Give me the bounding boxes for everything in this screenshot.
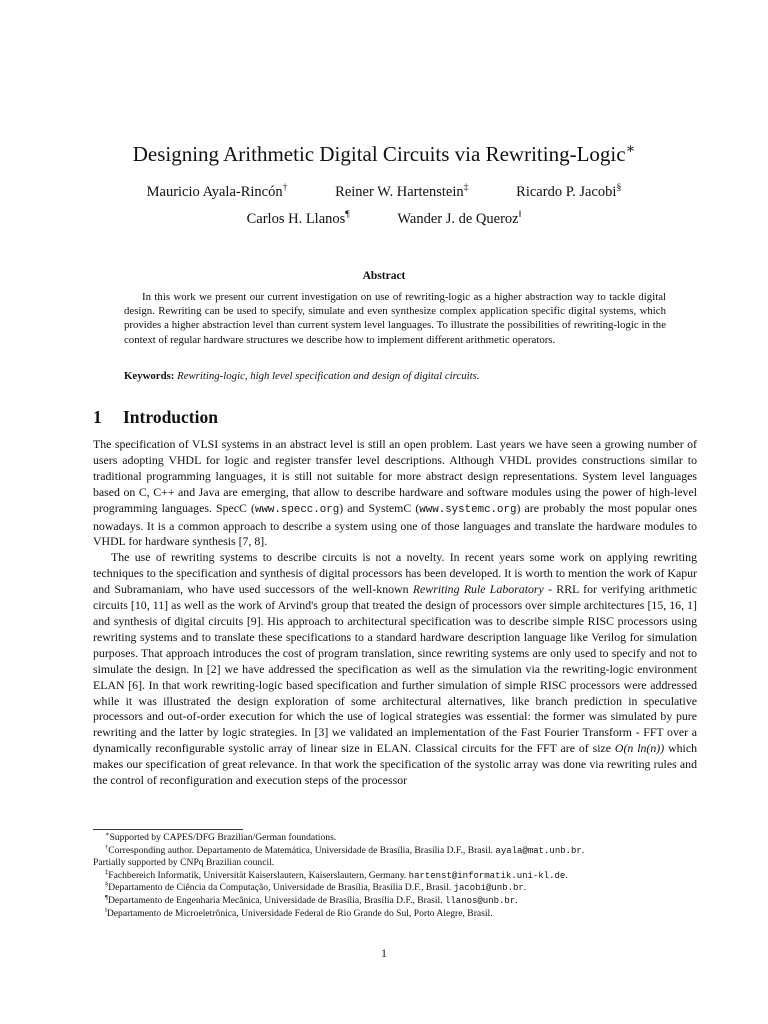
footnote-mark: † bbox=[105, 843, 109, 851]
author bbox=[247, 209, 350, 229]
abstract-heading: Abstract bbox=[362, 270, 406, 282]
footnote-text: Corresponding author. Departamento de Matemática, Universidade de Brasília, Brasília D.F., Brasil. bbox=[108, 844, 496, 856]
footnote-text: Supported by CAPES/DFG Brazilian/German foundations. bbox=[109, 832, 337, 843]
paragraph bbox=[93, 550, 697, 789]
keywords bbox=[124, 369, 666, 383]
footnote-email: llanos@unb.br bbox=[445, 895, 516, 906]
authors-row-1 bbox=[0, 182, 768, 202]
text-run: The specification of VLSI systems in an abstract level is still an open problem. Last years we have seen a growing number of users adopting VHDL for logic and register transfer level descriptions. Although VHDL provides constructions similar to traditional programming languages, it is still not suitable for more abstract design representations. System level languages based on C, C++ and Java are emerging, that allow to describe hardware and software modules using the power of high-level programming languages. SpecC ( bbox=[93, 437, 697, 515]
footnote-punct: . bbox=[523, 882, 527, 894]
text-run: The use of rewriting systems to describe circuits is not a novelty. In recent years some work on applying rewriting techniques to the specification and synthesis of digital processors has been developed. It is worth to mention the work of Kapur and Subramaniam, who have used successors of the well-known bbox=[93, 550, 697, 597]
paragraph bbox=[93, 437, 697, 550]
abstract-text: In this work we present our current investigation on use of rewriting-logic as a higher abstraction way to tackle digital design. Rewriting can be used to specify, simulate and even synthesize complex application specific digital systems, which provides a higher abstraction level than current system level languages. To illustrate the possibilities of rewriting-logic in the context of regular hardware structures we describe how to implement different arithmetic operators. bbox=[124, 291, 666, 346]
url-specc: www.specc.org bbox=[254, 503, 340, 516]
author-mark: † bbox=[282, 182, 288, 194]
footnote-mark: ‖ bbox=[105, 906, 107, 914]
section-title: Introduction bbox=[123, 407, 218, 427]
keywords-label: Keywords: bbox=[124, 370, 175, 382]
text-run: - RRL for verifying arithmetic circuits [10, 11] as well as the work of Arvind's group that treated the design of processors over simple architectures [15, 16, 1] and synthesis of digital circuits [9]. His approach to architectural specification was to describe simple RISC processors using rewriting systems and to translate these specifications to a standard hardware description language like Verilog for simulation purposes. That approach introduces the cost of program translation, since rewriting systems are only used to specify and not to simulate the design. In [2] we have addressed the specification as well as the simulation via the rewriting-logic environment ELAN [6]. In that work rewriting-logic based specification and further simulation of simple RISC processors were addressed while it was illustrated the design exploration of some architectural alternatives, like branch prediction in speculative processors and out-of-order execution for which the use of logical strategies was essential: the former was simulated by pure rewriting and the latter by logic strategies. In [3] we validated an implementation of the Fast Fourier Transform - FFT over a dynamically reconfigurable systolic array of linear size in ELAN. Classical circuits for the FFT are of size bbox=[93, 582, 697, 756]
footnote-mark: ∗ bbox=[105, 830, 110, 838]
title-footnote-mark: ∗ bbox=[625, 141, 636, 157]
footnote bbox=[93, 908, 697, 921]
text-run: ) and SystemC ( bbox=[339, 500, 420, 515]
footnote-punct: . bbox=[581, 844, 585, 856]
author bbox=[335, 182, 468, 202]
footnote-mark: § bbox=[105, 881, 109, 889]
footnote-text: Departamento de Ciência da Computação, Universidade de Brasília, Brasília D.F., Brasil. bbox=[108, 882, 454, 894]
footnote bbox=[93, 882, 697, 895]
footnote-punct: . bbox=[565, 869, 568, 881]
text-run: ) are probably the most popular ones nowadays. It is a common approach to describe a system using one of those languages and translate the hardware modules to VHDL for hardware synthesis [7, 8]. bbox=[93, 500, 697, 549]
author-name: Wander J. de Queroz bbox=[397, 211, 519, 227]
author bbox=[147, 182, 288, 202]
footnote bbox=[93, 895, 697, 908]
author-name: Ricardo P. Jacobi bbox=[516, 184, 617, 200]
section-number: 1 bbox=[93, 407, 102, 427]
keywords-text: Rewriting-logic, high level specification and design of digital circuits. bbox=[177, 370, 480, 382]
footnote-mark: ‡ bbox=[105, 868, 109, 876]
emphasis-text: Rewriting Rule Laboratory bbox=[412, 582, 544, 597]
paper-title bbox=[0, 140, 768, 168]
footnote bbox=[93, 845, 697, 858]
footnote-mark: ¶ bbox=[105, 893, 108, 901]
url-systemc: www.systemc.org bbox=[419, 503, 517, 516]
footnote-divider bbox=[93, 829, 243, 830]
author-name: Mauricio Ayala-Rincón bbox=[146, 184, 283, 200]
footnote-continuation: Partially supported by CNPq Brazilian council. bbox=[93, 857, 275, 869]
author-mark: ‖ bbox=[518, 209, 522, 221]
text-run: which makes our specification of great relevance. In that work the specification of the systolic array was done via rewriting rules and the control of reconfiguration and execution steps of the processor bbox=[93, 741, 698, 788]
footnote-email: hartenst@informatik.uni-kl.de bbox=[408, 870, 566, 881]
author-mark: ¶ bbox=[345, 209, 350, 221]
footnote bbox=[93, 870, 697, 883]
author bbox=[397, 209, 521, 229]
author-name: Reiner W. Hartenstein bbox=[335, 184, 464, 200]
footnote-text: Departamento de Engenharia Mecânica, Universidade de Brasília, Brasília D.F., Brasil. bbox=[107, 894, 445, 906]
footnote bbox=[93, 832, 697, 845]
body-text bbox=[93, 437, 697, 789]
footnote-text: Departamento de Microeletrônica, Universidade Federal de Rio Grande do Sul, Porto Alegre, Brasil. bbox=[106, 907, 493, 919]
footnote-email: jacobi@unb.br bbox=[453, 883, 524, 894]
title-text: Designing Arithmetic Digital Circuits via Rewriting-Logic bbox=[132, 142, 626, 166]
author-mark: § bbox=[616, 182, 622, 194]
author bbox=[516, 182, 621, 202]
math-expression: O(n ln(n)) bbox=[614, 741, 665, 756]
authors-row-2 bbox=[0, 209, 768, 229]
author-mark: ‡ bbox=[463, 182, 469, 194]
footnote-email: ayala@mat.unb.br bbox=[495, 845, 582, 856]
footnotes bbox=[93, 832, 697, 920]
footnote-punct: . bbox=[515, 894, 518, 906]
footnote-text: Fachbereich Informatik, Universität Kaiserslautern, Kaiserslautern, Germany. bbox=[108, 869, 409, 881]
author-name: Carlos H. Llanos bbox=[246, 211, 346, 227]
page-number: 1 bbox=[381, 948, 387, 960]
section-heading bbox=[93, 405, 218, 429]
